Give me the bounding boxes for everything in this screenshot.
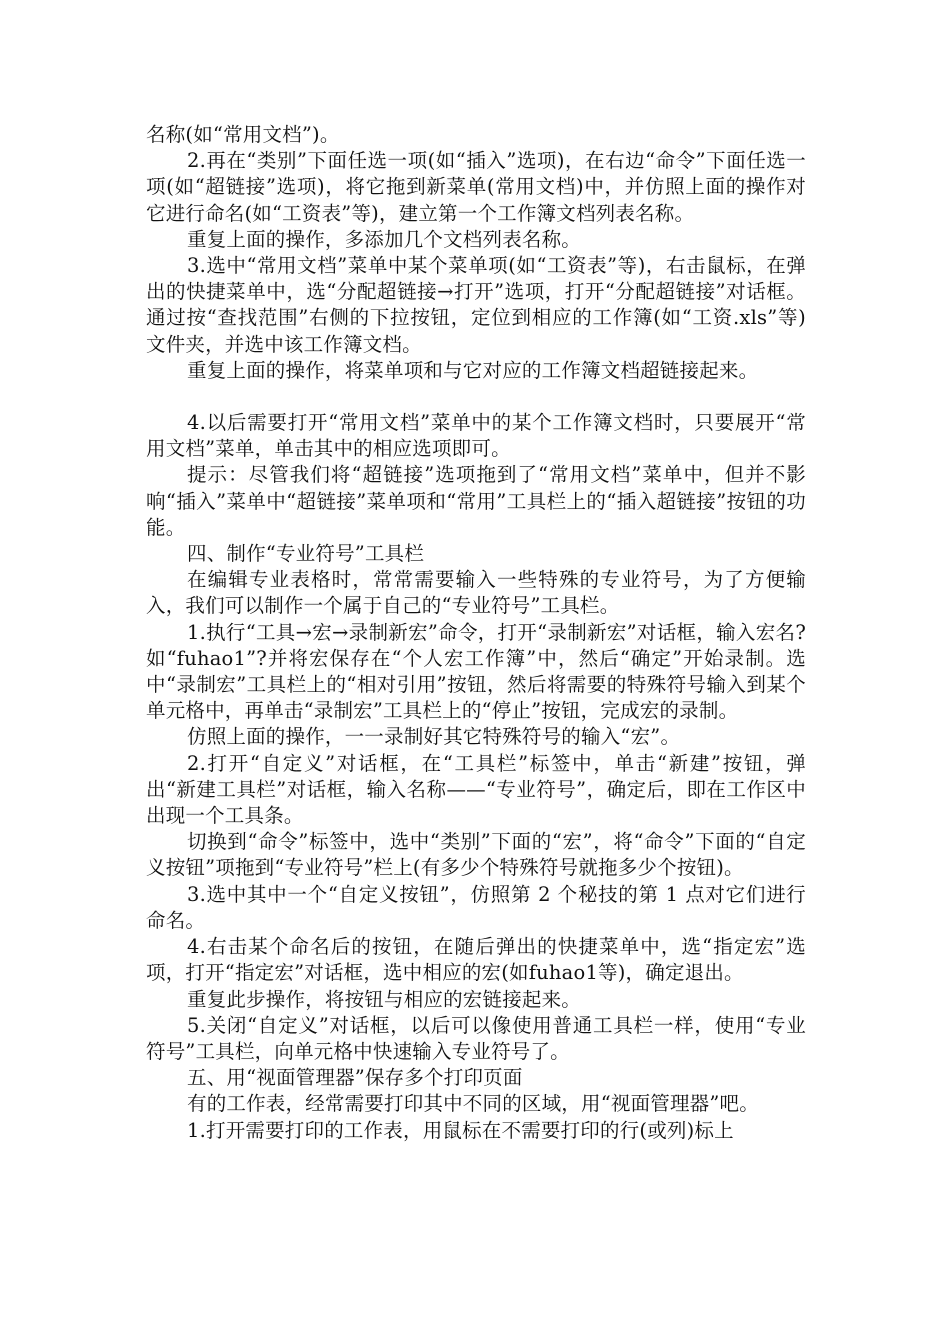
paragraph: 1.执行“工具→宏→录制新宏”命令，打开“录制新宏”对话框，输入宏名?如“fuhao1”?并将宏保存在“个人宏工作簿”中，然后“确定”开始录制。选中“录制宏”工具栏上的“相对引用”按钮，然后将需要的特殊符号输入到某个单元格中，再单击“录制宏”工具栏上的“停止”按钮，完成宏的录制。 (146, 620, 806, 723)
paragraph: 2.打开“自定义”对话框，在“工具栏”标签中，单击“新建”按钮，弹出“新建工具栏”对话框，输入名称——“专业符号”，确定后，即在工作区中出现一个工具条。 (146, 751, 806, 828)
paragraph: 4.右击某个命名后的按钮，在随后弹出的快捷菜单中，选“指定宏”选项，打开“指定宏”对话框，选中相应的宏(如fuhao1等)，确定退出。 (146, 935, 806, 985)
paragraph: 提示：尽管我们将“超链接”选项拖到了“常用文档”菜单中，但并不影响“插入”菜单中“超链接”菜单项和“常用”工具栏上的“插入超链接”按钮的功能。 (146, 463, 806, 539)
paragraph: 3.选中“常用文档”菜单中某个菜单项(如“工资表”等)，右击鼠标，在弹出的快捷菜单中，选“分配超链接→打开”选项，打开“分配超链接”对话框。通过按“查找范围”右侧的下拉按钮，定位到相应的工作簿(如“工资.xls”等)文件夹，并选中该工作簿文档。 (146, 254, 806, 356)
paragraph: 1.打开需要打印的工作表，用鼠标在不需要打印的行(或列)标上 (187, 1118, 734, 1142)
body-text (146, 122, 806, 1144)
paragraph: 重复上面的操作，将菜单项和与它对应的工作簿文档超链接起来。 (187, 358, 759, 382)
paragraph: 在编辑专业表格时，常常需要输入一些特殊的专业符号，为了方便输入，我们可以制作一个属于自己的“专业符号”工具栏。 (146, 568, 806, 618)
section-heading: 四、制作“专业符号”工具栏 (187, 542, 425, 566)
paragraph: 5.关闭“自定义”对话框，以后可以像使用普通工具栏一样，使用“专业符号”工具栏，向单元格中快速输入专业符号了。 (146, 1013, 806, 1063)
paragraph: 重复上面的操作，多添加几个文档列表名称。 (187, 227, 582, 251)
paragraph: 3.选中其中一个“自定义按钮”，仿照第 2 个秘技的第 1 点对它们进行命名。 (146, 882, 806, 932)
paragraph: 切换到“命令”标签中，选中“类别”下面的“宏”，将“命令”下面的“自定义按钮”项拖到“专业符号”栏上(有多少个特殊符号就拖多少个按钮)。 (146, 830, 806, 880)
paragraph: 重复此步操作，将按钮与相应的宏链接起来。 (187, 987, 582, 1011)
paragraph: 仿照上面的操作，一一录制好其它特殊符号的输入“宏”。 (187, 725, 681, 749)
paragraph: 名称(如“常用文档”)。 (146, 123, 340, 146)
paragraph: 有的工作表，经常需要打印其中不同的区域，用“视面管理器”吧。 (187, 1092, 759, 1116)
paragraph: 4.以后需要打开“常用文档”菜单中的某个工作簿文档时，只要展开“常用文档”菜单，单击其中的相应选项即可。 (146, 411, 806, 461)
paragraph: 2.再在“类别”下面任选一项(如“插入”选项)，在右边“命令”下面任选一项(如“超链接”选项)，将它拖到新菜单(常用文档)中，并仿照上面的操作对它进行命名(如“工资表”等)，建立第一个工作簿文档列表名称。 (146, 149, 806, 225)
section-heading: 五、用“视面管理器”保存多个打印页面 (187, 1066, 523, 1090)
